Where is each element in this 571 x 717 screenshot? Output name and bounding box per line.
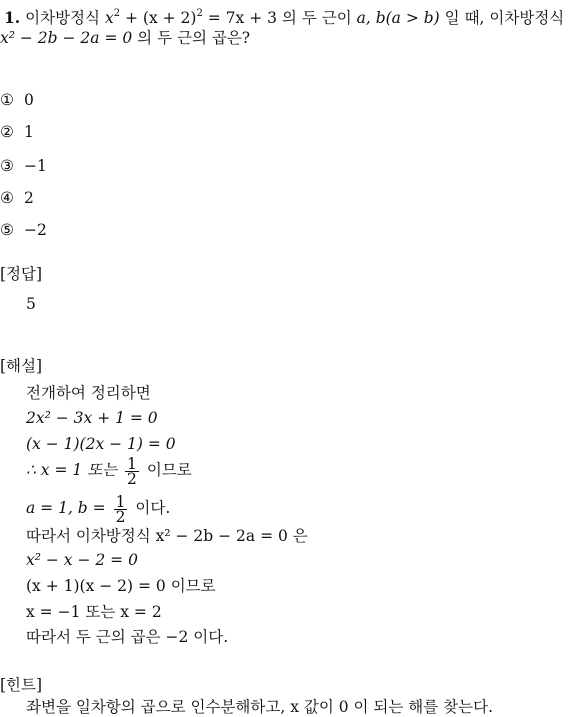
- choice-3[interactable]: [0, 156, 47, 176]
- solution-line-5-post: 이다.: [135, 499, 171, 517]
- choice-4-number: ④: [0, 189, 14, 207]
- choice-2[interactable]: [0, 122, 34, 142]
- solution-line-4: [26, 452, 192, 488]
- choice-1-value: 0: [24, 91, 34, 109]
- problem-equation-rhs: = 7x + 3: [202, 9, 277, 27]
- fraction-numerator: 1: [127, 454, 137, 473]
- solution-line-5: [26, 490, 170, 526]
- choice-1-number: ①: [0, 91, 14, 109]
- choice-3-number: ③: [0, 157, 14, 175]
- choice-4-value: 2: [24, 189, 34, 207]
- choice-1[interactable]: [0, 90, 34, 110]
- choice-5-value: −2: [24, 221, 47, 239]
- problem-question: 의 두 근의 곱은?: [137, 29, 251, 47]
- hint-text: 좌변을 일차항의 곱으로 인수분해하고, x 값이 0 이 되는 해를 찾는다.: [26, 698, 494, 716]
- solution-line-9: x = −1 또는 x = 2: [26, 603, 162, 621]
- choice-2-number: ②: [0, 123, 14, 141]
- problem-line-2: [0, 28, 250, 48]
- solution-line-10: 따라서 두 근의 곱은 −2 이다.: [26, 628, 229, 646]
- problem-text-part2: 의 두 근이: [281, 9, 352, 27]
- answer-value: 5: [26, 295, 36, 313]
- solution-line-4-post: 이므로: [146, 461, 192, 479]
- choice-2-value: 1: [24, 123, 34, 141]
- choice-4[interactable]: [0, 188, 34, 208]
- solution-label: [해설]: [0, 357, 43, 375]
- solution-line-8: (x + 1)(x − 2) = 0 이므로: [26, 577, 216, 595]
- fraction-half-1: [125, 454, 139, 488]
- solution-line-6: 따라서 이차방정식 x² − 2b − 2a = 0 은: [26, 527, 308, 545]
- problem-second-equation: x² − 2b − 2a = 0: [0, 29, 133, 47]
- hint-label: [힌트]: [0, 676, 43, 694]
- fraction-denominator: 2: [127, 469, 137, 488]
- problem-equation-mid: + (x + 2): [120, 9, 197, 27]
- problem-line-1: 1. 이차방정식 $x^2 + (x + 2)^2 = 7x + 3$ 의 두 근이 a, b(a > b) 일 때, 이차방정식: [4, 8, 565, 27]
- problem-roots: a, b(a > b): [356, 9, 440, 27]
- problem-number: 1.: [4, 8, 21, 27]
- choice-5[interactable]: [0, 220, 47, 240]
- solution-line-7: x² − x − 2 = 0: [26, 551, 138, 569]
- fraction-half-2: [114, 492, 128, 526]
- problem-equation-x: x: [104, 9, 114, 27]
- problem-text-part3: 일 때, 이차방정식: [444, 9, 565, 27]
- fraction-denominator: 2: [115, 507, 126, 526]
- solution-line-3: (x − 1)(2x − 1) = 0: [26, 435, 176, 453]
- solution-line-5-pre: a = 1, b =: [26, 499, 106, 517]
- solution-line-2: 2x² − 3x + 1 = 0: [26, 409, 158, 427]
- choice-3-value: −1: [24, 157, 47, 175]
- choice-5-number: ⑤: [0, 221, 14, 239]
- answer-label: [정답]: [0, 265, 43, 283]
- fraction-numerator: 1: [115, 492, 126, 511]
- problem-text-part1: 이차방정식: [25, 9, 100, 27]
- solution-line-4-pre: ∴ x = 1 또는: [26, 461, 118, 479]
- solution-line-1: 전개하여 정리하면: [26, 384, 151, 402]
